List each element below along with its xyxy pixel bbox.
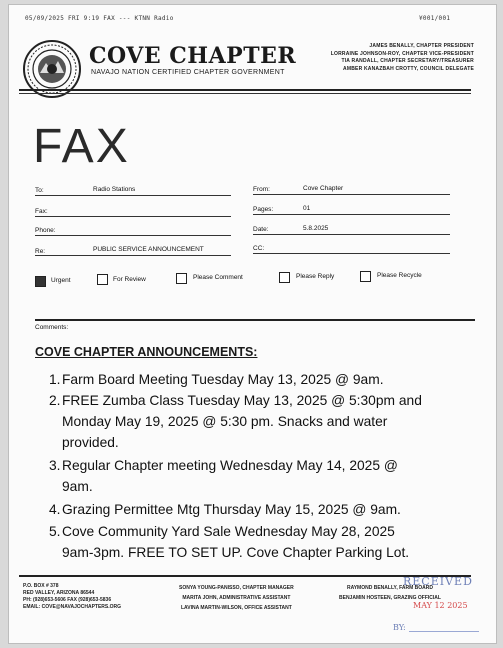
received-stamp-by: BY: xyxy=(393,623,406,632)
address-line: RED VALLEY, ARIZONA 86544 xyxy=(23,590,95,596)
please-reply-label: Please Reply xyxy=(296,273,335,280)
announcement-item xyxy=(49,499,479,520)
letterhead-divider-thin xyxy=(19,93,471,94)
address-line: EMAIL: COVE@NAVAJOCHAPTERS.ORG xyxy=(23,604,122,610)
from-underline xyxy=(253,194,450,195)
re-value: PUBLIC SERVICE ANNOUNCEMENT xyxy=(93,246,204,253)
comments-label: Comments: xyxy=(35,324,69,331)
announcement-line: Monday May 19, 2025 @ 5:30 pm. Snacks and water xyxy=(62,414,388,429)
fax-transmission-header: 05/09/2025 FRI 9:19 FAX --- KTNN Radio xyxy=(25,15,174,22)
to-label: To: xyxy=(35,187,44,194)
staff-line: SONYA YOUNG-PANISSO, CHAPTER MANAGER xyxy=(179,585,294,591)
announcement-line: Grazing Permittee Mtg Thursday May 15, 2025 @ 9am. xyxy=(62,502,401,517)
pages-value: 01 xyxy=(303,205,311,212)
chapter-name: COVE CHAPTER xyxy=(89,43,297,69)
announcement-item xyxy=(49,390,479,453)
officers-list xyxy=(331,43,474,73)
footer-address xyxy=(23,583,121,611)
announcement-number: 5. xyxy=(49,524,61,539)
urgent-label: Urgent xyxy=(51,277,71,284)
announcement-line: FREE Zumba Class Tuesday May 13, 2025 @ 5:30pm and xyxy=(62,393,422,408)
officer-line: TIA RANDALL, CHAPTER SECRETARY/TREASURER xyxy=(341,58,474,64)
staff-line: MARITA JOHN, ADMINISTRATIVE ASSISTANT xyxy=(182,595,291,601)
from-label: From: xyxy=(253,186,270,193)
stamp-signature-line xyxy=(409,631,479,632)
address-line: PH: (928)653-5606 FAX (928)653-5836 xyxy=(23,597,112,603)
announcement-item xyxy=(49,455,479,497)
fax-label: Fax: xyxy=(35,208,48,215)
address-line: P.O. BOX # 378 xyxy=(23,583,59,589)
announcement-line: 9am. xyxy=(62,479,93,494)
date-value: 5.8.2025 xyxy=(303,225,329,232)
official-line: RAYMOND BENALLY, FARM BOARD xyxy=(346,585,433,591)
pages-underline xyxy=(253,214,450,215)
chapter-subtitle: NAVAJO NATION CERTIFIED CHAPTER GOVERNMENT xyxy=(91,69,285,76)
to-value: Radio Stations xyxy=(93,186,136,193)
received-stamp: RECEIVED xyxy=(403,575,473,588)
re-label: Re: xyxy=(35,248,46,255)
from-value: Cove Chapter xyxy=(303,185,344,192)
comments-divider xyxy=(35,319,475,321)
announcement-line: Farm Board Meeting Tuesday May 13, 2025 @ 9am. xyxy=(62,372,384,387)
announcement-line: Cove Community Yard Sale Wednesday May 28, 2025 xyxy=(62,524,395,539)
fax-title: FAX xyxy=(33,120,130,173)
please-comment-checkbox[interactable] xyxy=(176,273,187,284)
for-review-label: For Review xyxy=(113,276,146,283)
to-underline xyxy=(35,195,231,196)
phone-underline xyxy=(35,235,231,236)
announcement-line: 9am-3pm. FREE TO SET UP. Cove Chapter Parking Lot. xyxy=(62,545,410,560)
fax-page xyxy=(8,4,497,644)
letterhead-divider xyxy=(19,89,471,91)
announcement-number: 4. xyxy=(49,502,61,517)
announcement-item xyxy=(49,521,479,563)
for-review-checkbox[interactable] xyxy=(97,274,108,285)
re-underline xyxy=(35,255,231,256)
official-line: BENJAMIN HOSTEEN, GRAZING OFFICIAL xyxy=(339,595,441,601)
date-underline xyxy=(253,234,450,235)
please-reply-checkbox[interactable] xyxy=(279,272,290,283)
please-recycle-label: Please Recycle xyxy=(377,272,422,279)
announcements-title: COVE CHAPTER ANNOUNCEMENTS: xyxy=(35,345,258,359)
pages-label: Pages: xyxy=(253,206,274,213)
fax-underline xyxy=(35,216,231,217)
footer-staff xyxy=(179,583,294,613)
fax-page-count: ¥001/001 xyxy=(419,15,451,22)
officer-line: LORRAINE JOHNSON-ROY, CHAPTER VICE-PRESIDENT xyxy=(330,50,474,57)
announcement-line: provided. xyxy=(62,435,119,450)
urgent-checkbox[interactable] xyxy=(35,276,46,287)
staff-line: LAVINA MARTIN-WILSON, OFFICE ASSISTANT xyxy=(180,605,292,611)
announcement-number: 1. xyxy=(49,372,61,387)
officer-line: AMBER KANAZBAH CROTTY, COUNCIL DELEGATE xyxy=(343,65,474,72)
announcement-number: 3. xyxy=(49,458,61,473)
received-stamp-date: MAY 12 2025 xyxy=(413,601,468,610)
announcement-number: 2. xyxy=(49,393,61,408)
announcement-item xyxy=(49,369,479,390)
officer-line: JAMES BENALLY, CHAPTER PRESIDENT xyxy=(369,43,474,49)
please-comment-label: Please Comment xyxy=(193,274,243,281)
cc-underline xyxy=(253,253,450,254)
cc-label: CC: xyxy=(253,245,265,252)
announcement-line: Regular Chapter meeting Wednesday May 14, 2025 @ xyxy=(62,458,398,473)
please-recycle-checkbox[interactable] xyxy=(360,271,371,282)
phone-label: Phone: xyxy=(35,227,56,234)
date-label: Date: xyxy=(253,226,269,233)
